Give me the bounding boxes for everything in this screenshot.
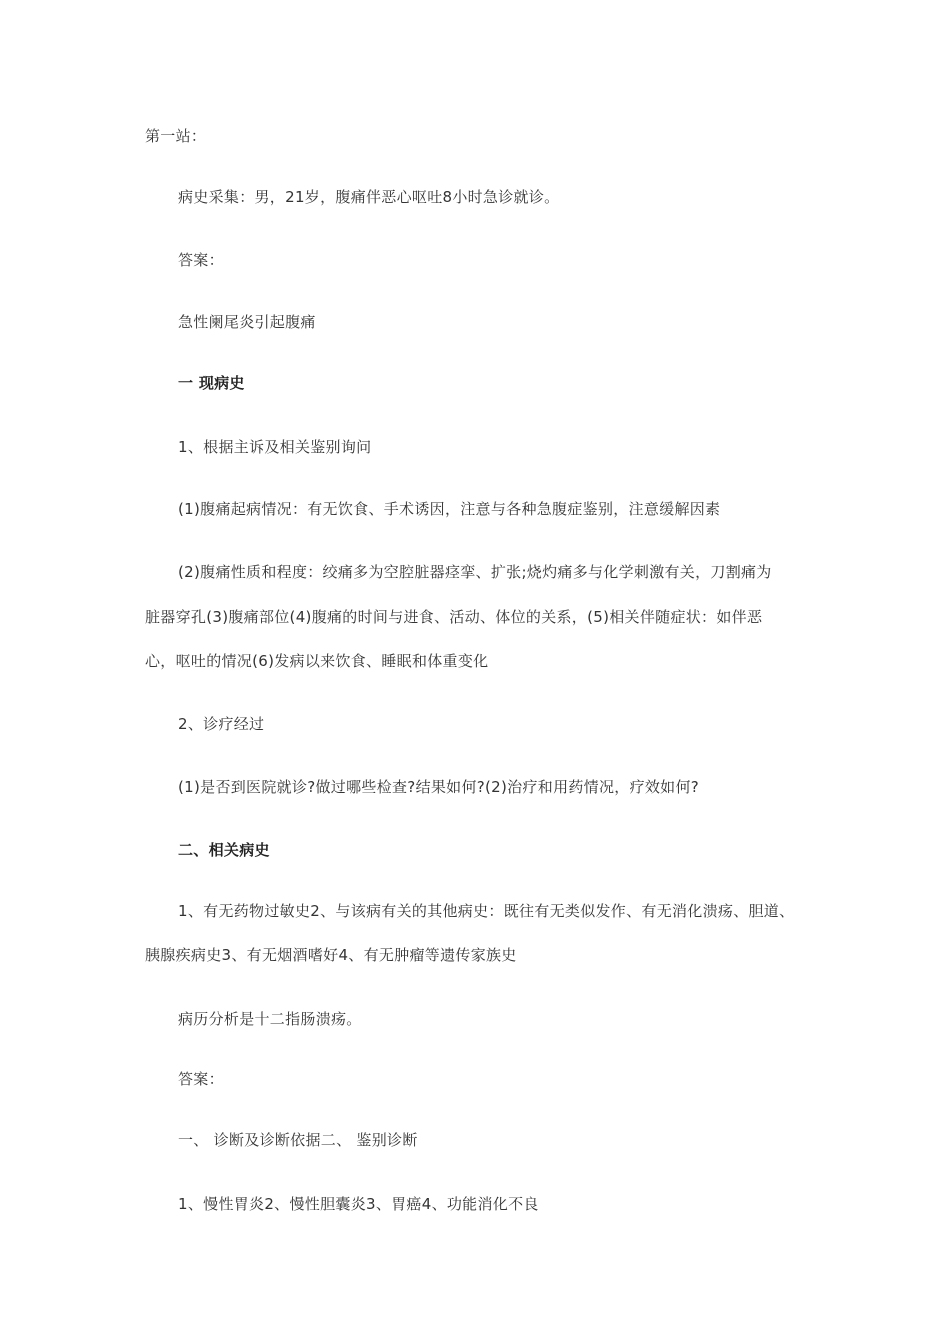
paragraph: 1、慢性胃炎2、慢性胆囊炎3、胃癌4、功能消化不良 [178, 1195, 539, 1213]
section-heading-present-illness: 一 现病史 [178, 374, 245, 392]
paragraph: 1、有无药物过敏史2、与该病有关的其他病史：既往有无类似发作、有无消化溃疡、胆道、 [178, 902, 795, 920]
paragraph: 一、 诊断及诊断依据二、 鉴别诊断 [178, 1131, 418, 1149]
paragraph: (1)腹痛起病情况：有无饮食、手术诱因，注意与各种急腹症鉴别，注意缓解因素 [178, 500, 721, 518]
answer-label: 答案： [178, 251, 224, 269]
answer-label: 答案： [178, 1070, 224, 1088]
paragraph: 胰腺疾病史3、有无烟酒嗜好4、有无肿瘤等遗传家族史 [145, 946, 517, 964]
station-title: 第一站： [145, 127, 207, 145]
paragraph: (2)腹痛性质和程度：绞痛多为空腔脏器痉挛、扩张;烧灼痛多与化学刺激有关，刀割痛为 [178, 563, 772, 581]
history-prompt: 病史采集：男，21岁，腹痛伴恶心呕吐8小时急诊就诊。 [178, 188, 560, 206]
section-heading-related-history: 二、相关病史 [178, 841, 270, 859]
paragraph: 心，呕吐的情况(6)发病以来饮食、睡眠和体重变化 [145, 652, 489, 670]
diagnosis-line: 急性阑尾炎引起腹痛 [178, 313, 316, 331]
paragraph: (1)是否到医院就诊?做过哪些检查?结果如何?(2)治疗和用药情况，疗效如何? [178, 778, 700, 796]
case-analysis-prompt: 病历分析是十二指肠溃疡。 [178, 1010, 362, 1028]
paragraph: 1、根据主诉及相关鉴别询问 [178, 438, 372, 456]
paragraph: 2、诊疗经过 [178, 715, 265, 733]
paragraph: 脏器穿孔(3)腹痛部位(4)腹痛的时间与进食、活动、体位的关系，(5)相关伴随症状：如伴恶 [145, 608, 763, 626]
